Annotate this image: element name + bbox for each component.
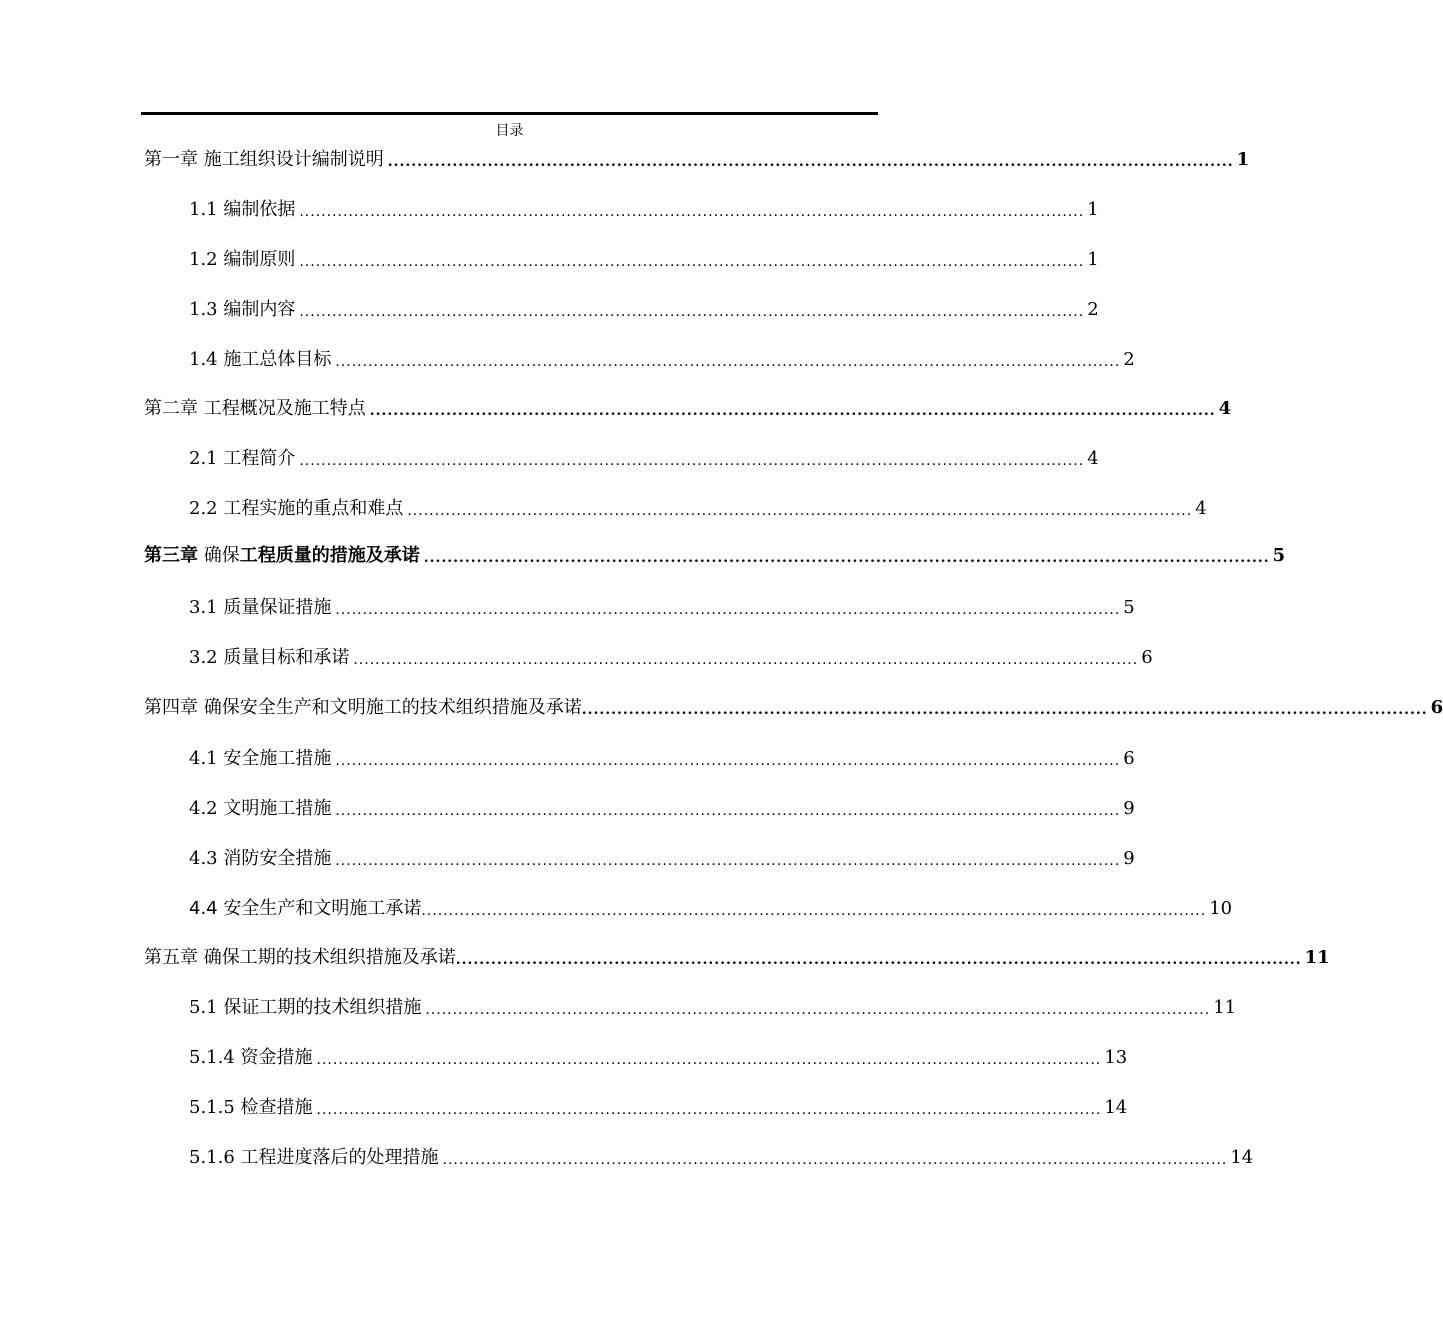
toc-leader-dots: ................................................................................................................................................ xyxy=(421,903,1207,919)
toc-leader-dots: ................................................................................................................................................ xyxy=(407,503,1193,519)
toc-entry-text: 安全施工措施 xyxy=(223,748,332,769)
toc-entry-number: 4.3 xyxy=(189,848,224,869)
toc-entry-page: 6 xyxy=(1123,748,1135,769)
toc-entry-chapter-5[interactable] xyxy=(144,946,1330,970)
toc-entry-label: 2.2 工程实施的重点和难点 xyxy=(189,498,404,519)
toc-entry-label xyxy=(189,1096,317,1120)
toc-entry-page: 9 xyxy=(1123,798,1135,819)
toc-entry-label-part: 第三章 xyxy=(144,545,198,566)
toc-entry-label: 2.1 工程简介 xyxy=(189,448,296,469)
toc-entry-1-4[interactable] xyxy=(189,348,1135,372)
toc-entry-number: 4.2 xyxy=(189,798,224,819)
toc-entry-number: 5.1.4 xyxy=(189,1047,241,1068)
toc-entry-2-1[interactable] xyxy=(189,447,1099,471)
toc-entry-text: 资金措施 xyxy=(240,1047,313,1068)
toc-entry-label: 1.2 编制原则 xyxy=(189,249,296,270)
toc-entry-page: 14 xyxy=(1230,1147,1254,1168)
toc-entry-label: 3.2 质量目标和承诺 xyxy=(189,647,350,668)
toc-entry-label: 第五章 确保工期的技术组织措施及承诺 xyxy=(144,947,456,968)
toc-entry-text: 消防安全措施 xyxy=(223,848,332,869)
toc-leader-dots: ................................................................................................................................................ xyxy=(425,1002,1211,1018)
toc-leader-dots: ................................................................................................................................................ xyxy=(299,304,1085,320)
toc-leader-dots: ................................................................................................................................................ xyxy=(316,1052,1102,1068)
toc-entry-4-2[interactable] xyxy=(189,797,1135,821)
toc-entry-page: 2 xyxy=(1123,349,1135,370)
toc-entry-page: 11 xyxy=(1213,997,1237,1018)
toc-entry-5-1-6[interactable] xyxy=(189,1146,1254,1170)
toc-entry-page: 13 xyxy=(1104,1047,1128,1068)
toc-entry-page: 4 xyxy=(1195,498,1207,519)
toc-leader-dots: ................................................................................................................................................ xyxy=(353,652,1139,668)
toc-entry-label: 第二章 工程概况及施工特点 xyxy=(144,398,366,419)
toc-entry-chapter-1[interactable] xyxy=(144,148,1250,172)
toc-entry-number: 5.1.6 xyxy=(189,1147,241,1168)
toc-entry-label xyxy=(144,544,424,568)
toc-leader-dots: ................................................................................................................................................ xyxy=(335,753,1121,769)
toc-entry-page: 2 xyxy=(1087,299,1099,320)
toc-entry-page: 1 xyxy=(1087,199,1099,220)
toc-entry-label xyxy=(189,1146,443,1170)
toc-leader-dots: ................................................................................................................................................ xyxy=(387,154,1234,170)
toc-leader-dots: ................................................................................................................................................ xyxy=(423,550,1270,566)
toc-entry-label: 1.1 编制依据 xyxy=(189,199,296,220)
toc-entry-text: 文明施工措施 xyxy=(223,798,332,819)
toc-leader-dots: ................................................................................................................................................ xyxy=(335,853,1121,869)
toc-leader-dots: ................................................................................................................................................ xyxy=(369,403,1216,419)
toc-entry-5-1-4[interactable] xyxy=(189,1046,1128,1070)
toc-leader-dots: ................................................................................................................................................ xyxy=(442,1152,1228,1168)
toc-entry-label-part: 确保 xyxy=(198,545,240,566)
toc-entry-4-4[interactable] xyxy=(189,897,1233,921)
toc-entry-page: 5 xyxy=(1123,597,1135,618)
toc-leader-dots: ................................................................................................................................................ xyxy=(455,952,1302,968)
toc-entry-label xyxy=(189,797,335,821)
toc-entry-page: 4 xyxy=(1087,448,1099,469)
toc-leader-dots: ................................................................................................................................................ xyxy=(335,354,1121,370)
toc-entry-label xyxy=(189,1046,317,1070)
toc-leader-dots: ................................................................................................................................................ xyxy=(335,602,1121,618)
toc-entry-page: 1 xyxy=(1087,249,1099,270)
toc-leader-dots: ................................................................................................................................................ xyxy=(335,803,1121,819)
toc-entry-page: 5 xyxy=(1272,545,1286,566)
toc-entry-text: 检查措施 xyxy=(240,1097,313,1118)
toc-entry-label: 3.1 质量保证措施 xyxy=(189,597,332,618)
toc-entry-number: 4.1 xyxy=(189,748,224,769)
toc-entry-page: 14 xyxy=(1104,1097,1128,1118)
toc-entry-label: 第四章 确保安全生产和文明施工的技术组织措施及承诺 xyxy=(144,697,582,718)
toc-leader-dots: ................................................................................................................................................ xyxy=(299,254,1085,270)
toc-entry-page: 10 xyxy=(1209,898,1233,919)
toc-entry-chapter-2[interactable] xyxy=(144,397,1232,421)
toc-entry-label xyxy=(189,847,335,871)
toc-entry-3-1[interactable] xyxy=(189,596,1135,620)
toc-entry-label: 4.4 安全生产和文明施工承诺 xyxy=(189,898,422,919)
toc-entry-chapter-4[interactable] xyxy=(144,696,1443,720)
toc-entry-3-2[interactable] xyxy=(189,646,1153,670)
toc-entry-1-2[interactable] xyxy=(189,248,1099,272)
toc-entry-5-1-5[interactable] xyxy=(189,1096,1128,1120)
toc-entry-5-1[interactable] xyxy=(189,996,1237,1020)
toc-entry-1-1[interactable] xyxy=(189,198,1099,222)
toc-entry-label: 1.3 编制内容 xyxy=(189,299,296,320)
toc-leader-dots: ................................................................................................................................................ xyxy=(581,702,1428,718)
toc-leader-dots: ................................................................................................................................................ xyxy=(316,1102,1102,1118)
toc-entry-page: 4 xyxy=(1218,398,1232,419)
toc-leader-dots: ................................................................................................................................................ xyxy=(299,453,1085,469)
toc-entry-4-3[interactable] xyxy=(189,847,1135,871)
toc-entry-text: 工程进度落后的处理措施 xyxy=(240,1147,439,1168)
toc-entry-page: 1 xyxy=(1236,149,1250,170)
toc-entry-page: 6 xyxy=(1430,697,1443,718)
toc-entry-4-1[interactable] xyxy=(189,747,1135,771)
toc-entry-label-part: 工程质量的措施及承诺 xyxy=(239,545,420,566)
toc-entry-label: 第一章 施工组织设计编制说明 xyxy=(144,149,384,170)
toc-leader-dots: ................................................................................................................................................ xyxy=(299,204,1085,220)
toc-entry-page: 6 xyxy=(1141,647,1153,668)
header-title: 目录 xyxy=(495,123,524,139)
toc-entry-page: 11 xyxy=(1304,947,1330,968)
header-rule xyxy=(141,112,878,115)
toc-entry-1-3[interactable] xyxy=(189,298,1099,322)
toc-entry-number: 5.1.5 xyxy=(189,1097,241,1118)
toc-entry-label: 1.4 施工总体目标 xyxy=(189,349,332,370)
toc-entry-label: 5.1 保证工期的技术组织措施 xyxy=(189,997,422,1018)
toc-entry-page: 9 xyxy=(1123,848,1135,869)
toc-entry-chapter-3[interactable] xyxy=(144,544,1286,568)
toc-entry-2-2[interactable] xyxy=(189,497,1207,521)
toc-entry-label xyxy=(189,747,335,771)
